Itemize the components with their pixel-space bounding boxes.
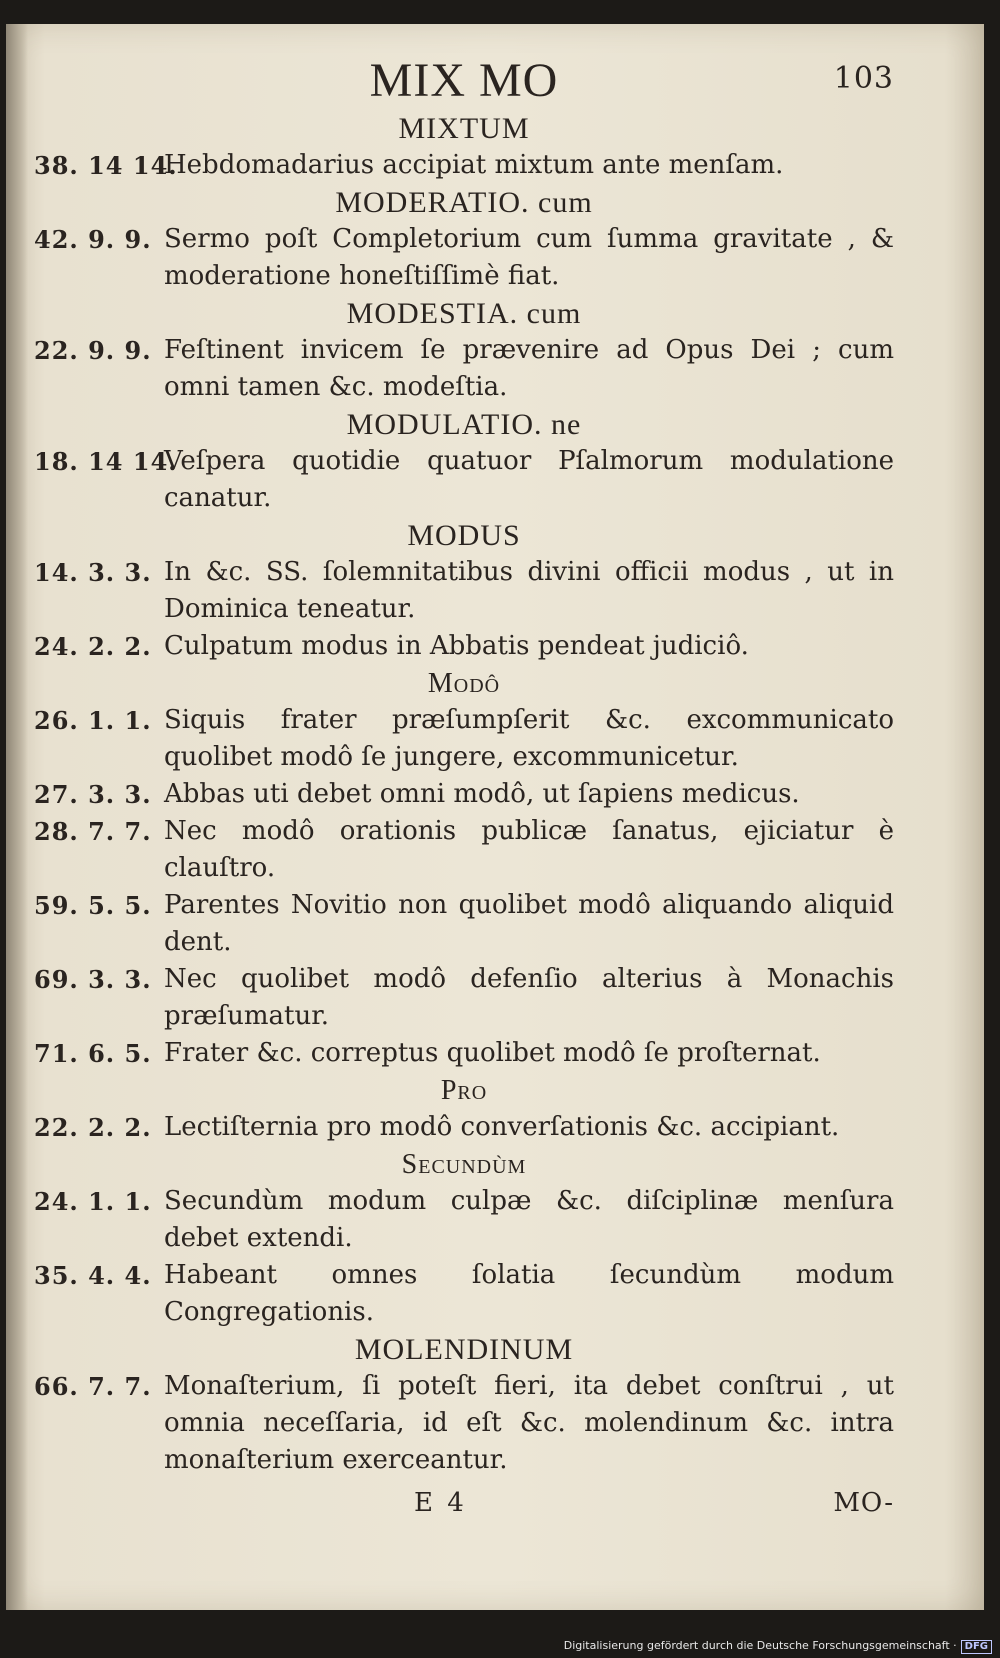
entry-reference: 22. 2. 2. [34,1113,152,1142]
entry-reference: 26. 1. 1. [34,706,152,735]
index-heading: MOLENDINUM [354,1333,574,1366]
entry-text: Abbas uti debet omni modô, ut ſapiens medicus. [164,779,800,809]
entry-text: Parentes Novitio non quolibet modô aliquando aliquid dent. [164,890,894,957]
entry-text: Frater &c. correptus quolibet modô ſe proſternat. [164,1038,821,1068]
dfg-logo: DFG [961,1640,992,1654]
signature-mark: E 4 [414,1488,467,1518]
entry-text: Veſpera quotidie quatuor Pſalmorum modulatione canatur. [164,446,894,513]
entry-reference: 28. 7. 7. [34,817,152,846]
book-page [6,24,984,1610]
index-entry [34,1368,894,1479]
index-entry [34,147,894,184]
entry-text: Nec quolibet modô defenſio alterius à Monachis præſumatur. [164,964,894,1031]
index-heading: MODERATIO. cum [335,186,593,219]
index-entry [34,776,894,813]
entry-reference: 24. 2. 2. [34,632,152,661]
catchword: MO- [833,1488,894,1518]
index-entry [34,1257,894,1331]
entry-text: Lectiſternia pro modô converſationis &c. accipiant. [164,1112,840,1142]
entry-reference: 27. 3. 3. [34,780,152,809]
index-entry [34,813,894,887]
page-text [34,52,894,1525]
index-entry [34,1035,894,1072]
index-entry [34,1183,894,1257]
index-content [34,110,894,1479]
index-heading: MODUS [407,519,521,552]
entry-reference: 42. 9. 9. [34,225,152,254]
index-entry [34,1109,894,1146]
entry-text: Habeant omnes ſolatia ſecundùm modum Congregationis. [164,1260,894,1327]
entry-text: Hebdomadarius accipiat mixtum ante menſam. [164,150,784,180]
entry-text: Culpatum modus in Abbatis pendeat judiciô. [164,631,749,661]
index-heading: MODESTIA. cum [346,297,582,330]
page-binding-shadow [6,24,28,1610]
entry-reference: 24. 1. 1. [34,1187,152,1216]
index-entry [34,554,894,628]
index-entry [34,628,894,665]
entry-reference: 38. 14 14. [34,151,178,180]
index-subheading: Pro [440,1075,488,1106]
index-heading: MIXTUM [398,112,530,145]
entry-reference: 14. 3. 3. [34,558,152,587]
index-subheading: Secundùm [401,1149,527,1180]
entry-reference: 18. 14 14. [34,447,178,476]
entry-text: Monaſterium, ſi poteſt fieri, ita debet conſtrui , ut omnia neceſſaria, id eſt &c. molendinum &c. intra monaſterium exerceantur. [164,1371,894,1475]
entry-reference: 59. 5. 5. [34,891,152,920]
running-head [34,52,894,110]
index-subheading: Modô [427,668,501,699]
entry-text: Secundùm modum culpæ &c. diſciplinæ menſura debet extendi. [164,1186,894,1253]
page-number: 103 [833,61,894,96]
entry-text: Siquis frater præſumpſerit &c. excommunicato quolibet modô ſe jungere, excommunicetur. [164,705,894,772]
index-entry [34,887,894,961]
entry-reference: 22. 9. 9. [34,336,152,365]
running-head-title: MIX MO [369,54,559,107]
index-entry [34,332,894,406]
entry-text: Sermo poſt Completorium cum ſumma gravitate , & moderatione honeſtiſſimè fiat. [164,224,894,291]
credit-text: Digitalisierung gefördert durch die Deutsche Forschungsgemeinschaft · [563,1639,957,1652]
digitization-credit [564,1639,992,1654]
index-entry [34,961,894,1035]
index-entry [34,221,894,295]
entry-reference: 35. 4. 4. [34,1261,152,1290]
index-entry [34,702,894,776]
index-heading: MODULATIO. ne [346,408,582,441]
index-entry [34,443,894,517]
page-footer [34,1485,894,1525]
entry-reference: 69. 3. 3. [34,965,152,994]
entry-text: Feſtinent invicem ſe prævenire ad Opus Dei ; cum omni tamen &c. modeſtia. [164,335,894,402]
entry-text: In &c. SS. ſolemnitatibus divini officii modus , ut in Dominica teneatur. [164,557,894,624]
entry-reference: 66. 7. 7. [34,1372,152,1401]
entry-text: Nec modô orationis publicæ ſanatus, ejiciatur è clauſtro. [164,816,894,883]
entry-reference: 71. 6. 5. [34,1039,152,1068]
